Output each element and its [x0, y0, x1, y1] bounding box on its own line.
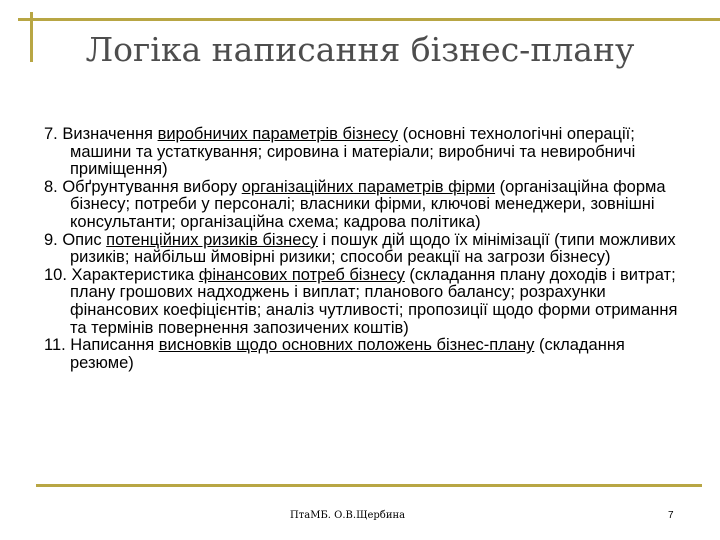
list-item: [44, 232, 684, 267]
item-highlight: потенційних ризиків бізнесу: [106, 230, 318, 249]
item-highlight: організаційних параметрів фірми: [241, 177, 496, 196]
list-item: [44, 126, 684, 179]
list-item: [44, 337, 684, 372]
item-prefix: 9. Опис: [44, 230, 107, 249]
list-item: [44, 267, 684, 337]
item-text: (організаційна форма бізнесу; потреби у персоналі; власники фірми, ключові менеджери, зовнішні консультанти; організаційна схема; кадрова політика): [70, 177, 666, 231]
page-number: 7: [668, 510, 674, 521]
footer-author: ПтаМБ. О.В.Щербина: [290, 510, 406, 521]
item-text: і пошук дій щодо їх мінімізації (типи можливих ризиків; найбільш ймовірні ризики; способи реакції на загрози бізнесу): [70, 230, 676, 267]
slide-content: [44, 126, 684, 372]
item-text: (основні технологічні операції; машини та устаткування; сировина і матеріали; виробничі та невиробничі приміщення): [70, 125, 636, 179]
list-item: [44, 179, 684, 232]
frame-top-line: [18, 18, 720, 21]
item-highlight: висновків щодо основних положень бізнес-плану: [158, 336, 535, 355]
item-text: (складання плану доходів і витрат; плану грошових надходжень і виплат; планового балансу; розрахунки фінансових коефіцієнтів; аналіз чутливості; пропозиції щодо форми отримання та термінів повернення запозичених коштів): [70, 265, 678, 337]
item-prefix: 11. Написання: [44, 336, 159, 355]
item-highlight: виробничих параметрів бізнесу: [157, 125, 398, 143]
footer-divider: [36, 484, 702, 487]
item-highlight: фінансових потреб бізнесу: [198, 265, 405, 284]
item-prefix: 10. Характеристика: [44, 265, 199, 284]
item-prefix: 8. Обґрунтування вибору: [44, 177, 242, 196]
item-prefix: 7. Визначення: [44, 125, 158, 143]
item-text: (складання резюме): [70, 336, 625, 372]
slide-title: Логіка написання бізнес-плану: [85, 30, 635, 69]
